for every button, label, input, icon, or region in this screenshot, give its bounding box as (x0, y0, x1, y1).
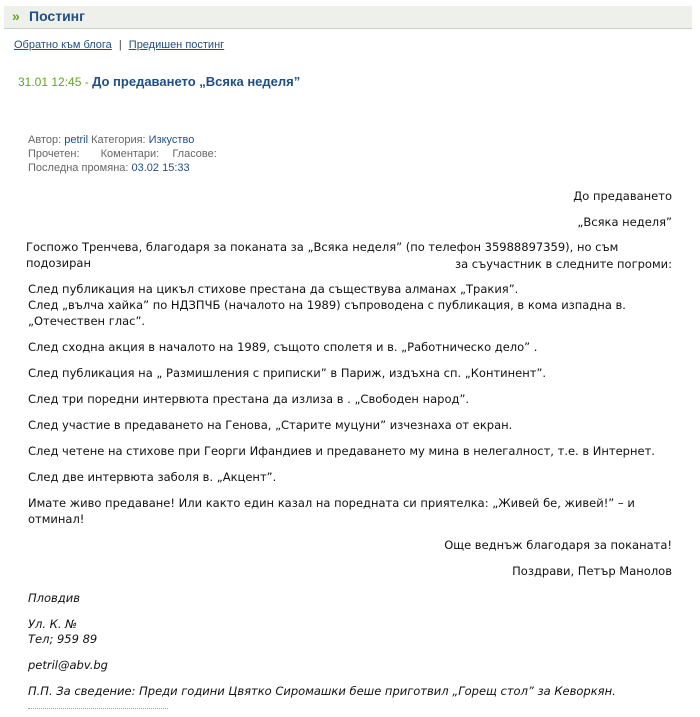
paragraph-9b: отминал! (28, 512, 85, 526)
category-link[interactable]: Изкуство (148, 134, 195, 146)
author-label: Автор: (28, 134, 62, 146)
last-change-label: Последна промяна: (28, 162, 129, 174)
paragraph-7: След четене на стихове при Георги Ифандиев и предаването му мина в нелегалност, т.е. в Интернет. (28, 444, 655, 458)
category-label: Категория: (91, 134, 146, 146)
post-navigation (14, 39, 224, 51)
paragraph-2a: След публикация на цикъл стихове престана да съществува алманах „Тракия”. (28, 282, 519, 296)
section-header (4, 6, 692, 29)
addressee-line-2: „Всяка неделя” (577, 215, 672, 229)
post-heading (18, 74, 300, 89)
paragraph-8: След две интервюта заболя в. „Акцент”. (28, 470, 277, 484)
paragraph-6: След участие в предаването на Генова, „Старите муцуни” изчезнаха от екран. (28, 418, 513, 432)
thanks-line: Още веднъж благодаря за поканата! (444, 538, 672, 552)
paragraph-1a: Госпожо Тренчева, благодаря за поканата за „Всяка неделя” (по телефон 35988897359), но съм подозиран (26, 240, 619, 270)
post-title: До предаването „Всяка неделя” (92, 74, 301, 89)
street-line: Ул. К. № (28, 617, 78, 631)
previous-post-link[interactable]: Предишен постинг (128, 39, 225, 51)
author-link[interactable]: petril (64, 134, 89, 146)
comments-label: Коментари: (100, 148, 160, 160)
city-line: Пловдив (28, 591, 81, 605)
paragraph-4: След публикация на „ Размишления с приписки” в Париж, издъхна сп. „Континент”. (28, 366, 547, 380)
signature-line: Поздрави, Петър Манолов (512, 564, 672, 578)
paragraph-9a: Имате живо предаване! Или както един казал на поредната си приятелка: „Живей бе, живей!” – и (28, 496, 635, 510)
email-line: petril@abv.bg (28, 658, 108, 672)
post-timestamp: 31.01 12:45 - (18, 75, 89, 89)
paragraph-5: След три поредни интервюта престана да излиза в . „Свободен народ”. (28, 392, 470, 406)
paragraph-3: След сходна акция в началото на 1989, същото сполетя и в. „Работническо дело” . (28, 340, 538, 354)
section-title: Постинг (29, 8, 85, 24)
votes-label: Гласове: (172, 148, 217, 160)
post-meta (28, 133, 217, 175)
last-change-value: 03.02 15:33 (131, 162, 190, 174)
reads-label: Прочетен: (28, 148, 80, 160)
chevron-icon: » (12, 8, 20, 24)
phone-line: Тел; 959 89 (28, 632, 98, 646)
paragraph-2b: След „вълча хайка” по НДЗПЧБ (началото на 1989) съпроводена с публикация, в кома изпадна в. (28, 298, 626, 312)
paragraph-1b: за съучастник в следните погроми: (454, 257, 672, 271)
paragraph-2c: „Отечествен глас”. (28, 314, 146, 328)
back-to-blog-link[interactable]: Обратно към блога (14, 39, 112, 51)
nav-separator: | (118, 39, 122, 51)
postscript-line: П.П. За сведение: Преди години Цвятко Сиромашки беше приготвил „Горещ стол” за Кеворкян. (28, 684, 616, 698)
addressee-line-1: До предаването (573, 189, 672, 203)
divider (28, 708, 168, 709)
